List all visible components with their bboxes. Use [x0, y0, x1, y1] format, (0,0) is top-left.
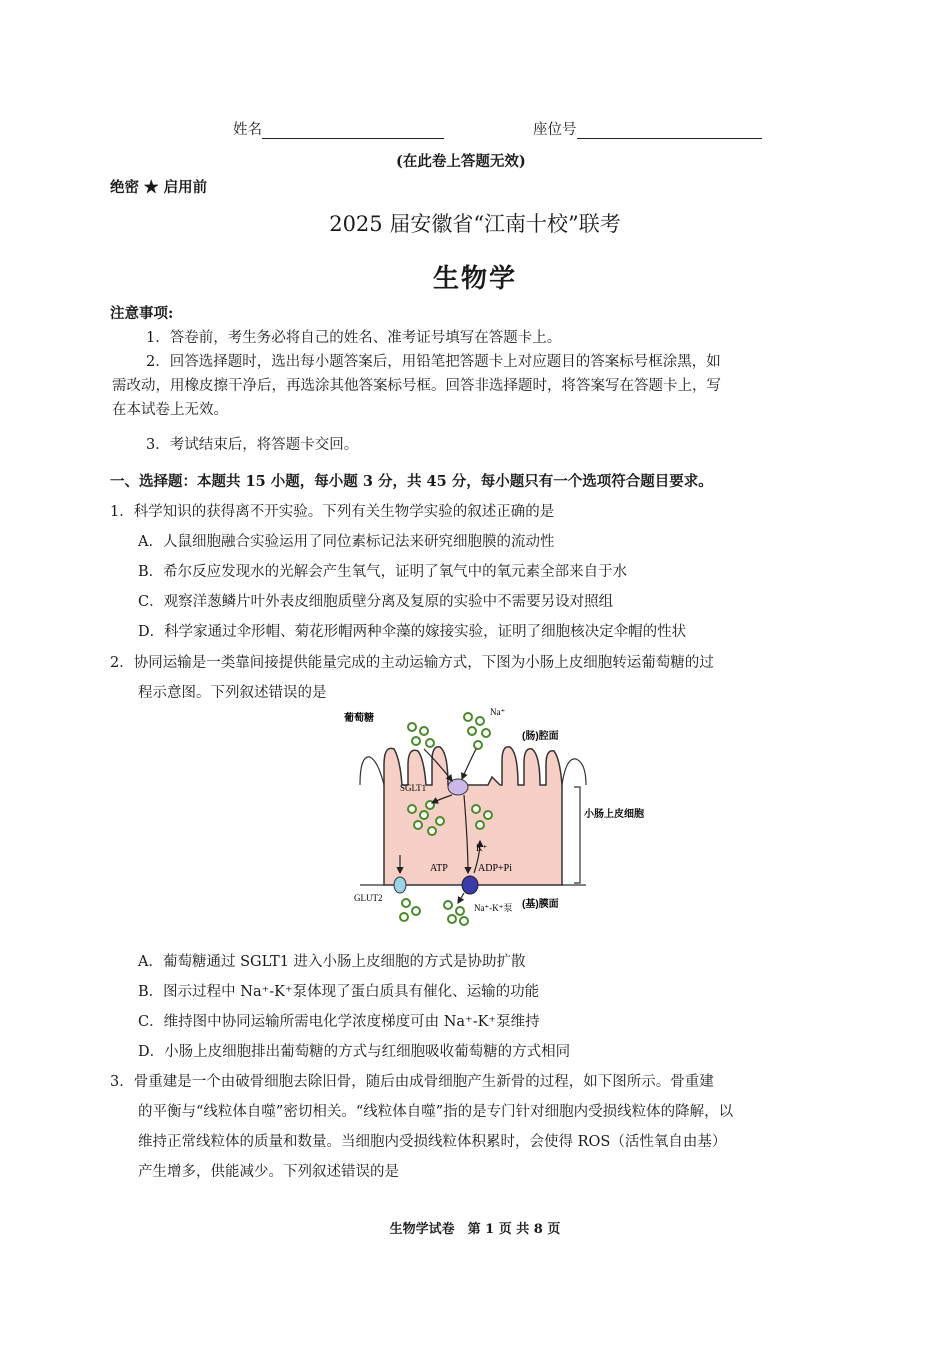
notice-item-2-line-3: 在本试卷上无效。 — [112, 402, 228, 418]
q2-option-b[interactable]: B．图示过程中 Na⁺-K⁺泵体现了蛋白质具有催化、运输的功能 — [138, 984, 540, 1000]
diagram-label-atp: ATP — [430, 863, 448, 874]
notice-heading: 注意事项: — [110, 305, 174, 322]
subject-title: 生物学 — [432, 264, 517, 294]
q2-stem-line-1: 2．协同运输是一类靠间接提供能量完成的主动运输方式，下图为小肠上皮细胞转运葡萄糖的过 — [110, 655, 714, 671]
glut2-transporter — [394, 877, 406, 893]
notice-item-3: 3．考试结束后，将答题卡交回。 — [146, 437, 359, 453]
q1-option-b[interactable]: B．希尔反应发现水的光解会产生氧气，证明了氧气中的氧元素全部来自于水 — [138, 564, 628, 580]
section-1-heading: 一、选择题：本题共 15 小题，每小题 3 分，共 45 分，每小题只有一个选项符合题目要求。 — [110, 473, 713, 490]
q2-option-d[interactable]: D．小肠上皮细胞排出葡萄糖的方式与红细胞吸收葡萄糖的方式相同 — [138, 1044, 571, 1060]
seat-field — [533, 118, 762, 139]
q3-stem-line-4: 产生增多，供能减少。下列叙述错误的是 — [138, 1164, 399, 1180]
q1-option-a[interactable]: A．人鼠细胞融合实验运用了同位素标记法来研究细胞膜的流动性 — [138, 534, 555, 550]
page-footer: 生物学试卷 第 1 页 共 8 页 — [389, 1222, 561, 1237]
diagram-label-basal: (基)膜面 — [522, 899, 559, 910]
glucose-molecules-basal — [400, 899, 468, 925]
glucose-transport-diagram — [340, 705, 644, 935]
diagram-label-sglt1: SGLT1 — [400, 783, 427, 793]
glucose-molecules-lumen — [408, 713, 490, 749]
q2-option-a[interactable]: A．葡萄糖通过 SGLT1 进入小肠上皮细胞的方式是协助扩散 — [138, 954, 526, 970]
diagram-label-na: Na⁺ — [490, 707, 506, 717]
q1-stem: 1．科学知识的获得离不开实验。下列有关生物学实验的叙述正确的是 — [110, 504, 555, 520]
diagram-label-adp: ADP+Pi — [478, 863, 512, 874]
seat-blank[interactable] — [577, 120, 762, 139]
diagram-label-lumen: (肠)腔面 — [522, 731, 559, 742]
diagram-label-k: K⁺ — [476, 843, 488, 853]
q3-stem-line-2: 的平衡与“线粒体自噬”密切相关。“线粒体自噬”指的是专门针对细胞内受损线粒体的降解，以 — [138, 1104, 734, 1120]
seat-label: 座位号 — [533, 122, 577, 138]
diagram-label-cell: 小肠上皮细胞 — [584, 809, 644, 820]
diagram-label-pump: Na⁺-K⁺泵 — [474, 903, 513, 913]
q3-stem-line-3: 维持正常线粒体的质量和数量。当细胞内受损线粒体积累时，会使得 ROS（活性氧自由基） — [138, 1134, 727, 1150]
q3-stem-line-1: 3．骨重建是一个由破骨细胞去除旧骨，随后由成骨细胞产生新骨的过程，如下图所示。骨重建 — [110, 1074, 714, 1090]
name-blank[interactable] — [262, 120, 444, 139]
sglt1-transporter — [448, 779, 468, 795]
invalid-note: (在此卷上答题无效) — [396, 153, 526, 170]
q1-option-d[interactable]: D．科学家通过伞形帽、菊花形帽两种伞藻的嫁接实验，证明了细胞核决定伞帽的性状 — [138, 624, 687, 640]
secret-label: 绝密 ★ 启用前 — [110, 179, 208, 196]
diagram-label-glut2: GLUT2 — [354, 893, 383, 903]
name-field — [233, 118, 444, 139]
q2-stem-line-2: 程示意图。下列叙述错误的是 — [138, 685, 327, 701]
q1-option-c[interactable]: C．观察洋葱鳞片叶外表皮细胞质壁分离及复原的实验中不需要另设对照组 — [138, 594, 614, 610]
notice-item-2-line-1: 2．回答选择题时，选出每小题答案后，用铅笔把答题卡上对应题目的答案标号框涂黑，如 — [146, 354, 721, 370]
exam-title: 2025 届安徽省“江南十校”联考 — [329, 212, 621, 236]
name-label: 姓名 — [233, 122, 262, 138]
na-k-pump — [462, 876, 478, 894]
diagram-label-glucose: 葡萄糖 — [344, 713, 374, 724]
cell-body — [384, 747, 562, 885]
notice-item-1: 1．答卷前，考生务必将自己的姓名、准考证号填写在答题卡上。 — [146, 330, 562, 346]
notice-item-2-line-2: 需改动，用橡皮擦干净后，再选涂其他答案标号框。回答非选择题时，将答案写在答题卡上，写 — [112, 378, 721, 394]
q2-option-c[interactable]: C．维持图中协同运输所需电化学浓度梯度可由 Na⁺-K⁺泵维持 — [138, 1014, 540, 1030]
